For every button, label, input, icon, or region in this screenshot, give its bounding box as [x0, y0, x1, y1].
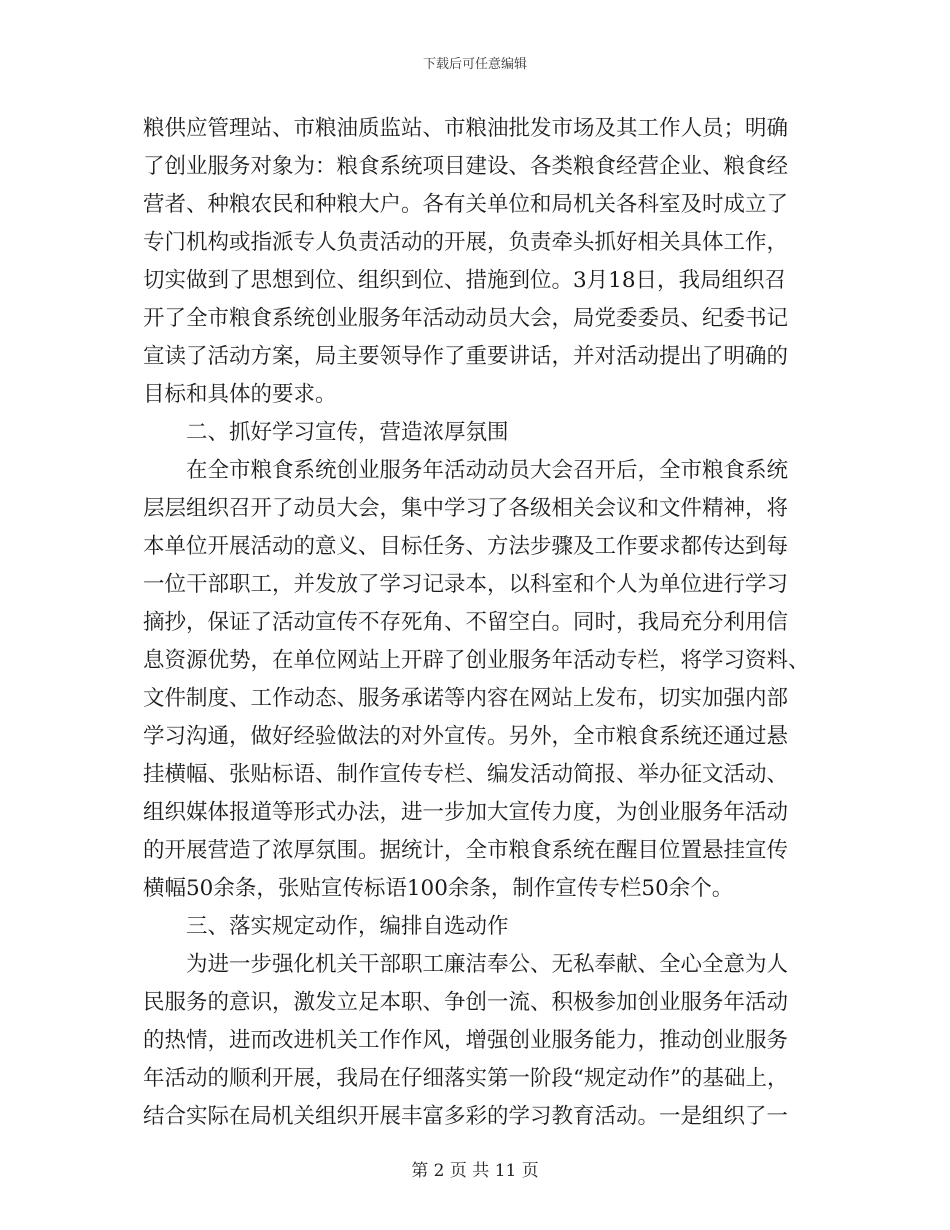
- paragraph-line: 切实做到了思想到位、组织到位、措施到位。3月18日，我局组织召: [143, 268, 787, 293]
- paragraph-line: 民服务的意识，激发立足本职、争创一流、积极参加创业服务年活动: [143, 990, 789, 1015]
- paragraph-line: 摘抄，保证了活动宣传不存死角、不留空白。同时，我局充分利用信: [143, 610, 789, 635]
- paragraph-line: 学习沟通，做好经验做法的对外宣传。另外，全市粮食系统还通过悬: [143, 724, 789, 749]
- paragraph-line: 息资源优势，在单位网站上开辟了创业服务年活动专栏，将学习资料、: [143, 648, 810, 673]
- paragraph-line: 宣读了活动方案，局主要领导作了重要讲话，并对活动提出了明确的: [143, 344, 789, 369]
- paragraph-line: 结合实际在局机关组织开展丰富多彩的学习教育活动。一是组织了一: [143, 1104, 789, 1129]
- paragraph-line: 本单位开展活动的意义、目标任务、方法步骤及工作要求都传达到每: [143, 534, 789, 559]
- paragraph-line: 粮供应管理站、市粮油质监站、市粮油批发市场及其工作人员；明确: [143, 116, 789, 141]
- paragraph-line-indented: 为进一步强化机关干部职工廉洁奉公、无私奉献、全心全意为人: [186, 952, 789, 977]
- paragraph-line-indented: 三、落实规定动作，编排自选动作: [186, 914, 509, 939]
- paragraph-line-indented: 在全市粮食系统创业服务年活动动员大会召开后，全市粮食系统: [186, 458, 789, 483]
- page-footer: 第 2 页 共 11 页: [411, 1161, 539, 1181]
- paragraph-line: 挂横幅、张贴标语、制作宣传专栏、编发活动简报、举办征文活动、: [143, 762, 789, 787]
- header-note: 下载后可任意编辑: [422, 57, 527, 72]
- paragraph-line: 年活动的顺利开展，我局在仔细落实第一阶段“规定动作”的基础上，: [143, 1066, 789, 1091]
- document-body: [143, 110, 818, 1136]
- paragraph-line: 层层组织召开了动员大会，集中学习了各级相关会议和文件精神，将: [143, 496, 789, 521]
- paragraph-line: 开了全市粮食系统创业服务年活动动员大会，局党委委员、纪委书记: [143, 306, 789, 331]
- paragraph-line: 营者、种粮农民和种粮大户。各有关单位和局机关各科室及时成立了: [143, 192, 789, 217]
- paragraph-line: 一位干部职工，并发放了学习记录本，以科室和个人为单位进行学习: [143, 572, 789, 597]
- paragraph-line: 组织媒体报道等形式办法，进一步加大宣传力度，为创业服务年活动: [143, 800, 789, 825]
- paragraph-line: 的开展营造了浓厚氛围。据统计，全市粮食系统在醒目位置悬挂宣传: [143, 838, 789, 863]
- paragraph-line: 了创业服务对象为：粮食系统项目建设、各类粮食经营企业、粮食经: [143, 154, 789, 179]
- paragraph-line: 的热情，进而改进机关工作作风，增强创业服务能力，推动创业服务: [143, 1028, 789, 1053]
- paragraph-line: 专门机构或指派专人负责活动的开展，负责牵头抓好相关具体工作，: [143, 230, 789, 255]
- paragraph-line: 目标和具体的要求。: [143, 382, 337, 407]
- paragraph-line: 文件制度、工作动态、服务承诺等内容在网站上发布，切实加强内部: [143, 686, 789, 711]
- paragraph-line: 横幅50余条，张贴宣传标语100余条，制作宣传专栏50余个。: [143, 876, 734, 901]
- paragraph-line-indented: 二、抓好学习宣传，营造浓厚氛围: [186, 420, 509, 445]
